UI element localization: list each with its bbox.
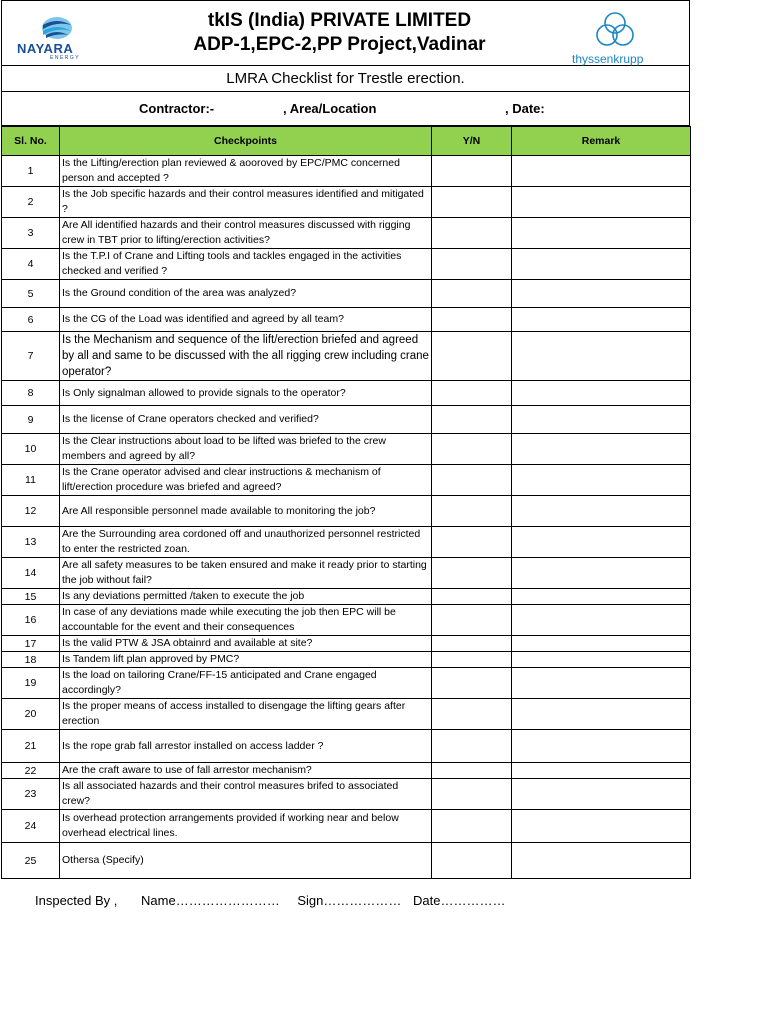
checklist-table — [1, 126, 691, 879]
yn-cell[interactable] — [432, 779, 512, 810]
remark-cell[interactable] — [512, 779, 691, 810]
yn-cell[interactable] — [432, 187, 512, 218]
row-number: 11 — [2, 465, 60, 496]
project-name: ADP-1,EPC-2,PP Project,Vadinar — [193, 34, 486, 55]
remark-cell[interactable] — [512, 465, 691, 496]
remark-cell[interactable] — [512, 589, 691, 605]
table-row — [2, 652, 691, 668]
row-number: 15 — [2, 589, 60, 605]
table-row — [2, 465, 691, 496]
remark-cell[interactable] — [512, 156, 691, 187]
checkpoint-text: Is the T.P.I of Crane and Lifting tools and tackles engaged in the activities checked and verified ? — [60, 249, 432, 280]
inspected-by-label: Inspected By , — [35, 893, 118, 908]
row-number: 22 — [2, 763, 60, 779]
table-row — [2, 558, 691, 589]
checkpoint-text: Is the CG of the Load was identified and agreed by all team? — [60, 308, 432, 332]
checkpoint-text: Is Tandem lift plan approved by PMC? — [60, 652, 432, 668]
checkpoint-text: Is the Job specific hazards and their control measures identified and mitigated ? — [60, 187, 432, 218]
column-header-yn: Y/N — [432, 127, 512, 156]
thyssenkrupp-logo-icon — [587, 11, 643, 51]
column-header-checkpoints: Checkpoints — [60, 127, 432, 156]
table-row — [2, 308, 691, 332]
remark-cell[interactable] — [512, 843, 691, 879]
row-number: 4 — [2, 249, 60, 280]
checkpoint-text: Is the valid PTW & JSA obtainrd and available at site? — [60, 636, 432, 652]
sign-field[interactable]: Sign……………… — [297, 893, 402, 908]
yn-cell[interactable] — [432, 558, 512, 589]
remark-cell[interactable] — [512, 308, 691, 332]
checkpoint-text: Is the Lifting/erection plan reviewed & aooroved by EPC/PMC concerned person and accepted ? — [60, 156, 432, 187]
yn-cell[interactable] — [432, 465, 512, 496]
nayara-logo-text: NAYARA — [17, 41, 74, 56]
checkpoint-text: Is overhead protection arrangements provided if working near and below overhead electrical lines. — [60, 810, 432, 843]
date-field[interactable]: Date…………… — [412, 893, 506, 908]
remark-cell[interactable] — [512, 249, 691, 280]
nayara-logo-subtitle: ENERGY — [50, 55, 81, 61]
remark-cell[interactable] — [512, 218, 691, 249]
row-number: 25 — [2, 843, 60, 879]
remark-cell[interactable] — [512, 280, 691, 308]
yn-cell[interactable] — [432, 527, 512, 558]
row-number: 14 — [2, 558, 60, 589]
checklist-sheet — [1, 0, 690, 879]
yn-cell[interactable] — [432, 810, 512, 843]
nayara-logo-icon — [38, 15, 76, 41]
checkpoint-text: Are All responsible personnel made available to monitoring the job? — [60, 496, 432, 527]
row-number: 2 — [2, 187, 60, 218]
remark-cell[interactable] — [512, 636, 691, 652]
remark-cell[interactable] — [512, 381, 691, 406]
row-number: 8 — [2, 381, 60, 406]
checkpoint-text: Is the Clear instructions about load to be lifted was briefed to the crew members and agreed by all? — [60, 434, 432, 465]
remark-cell[interactable] — [512, 605, 691, 636]
row-number: 17 — [2, 636, 60, 652]
thyssenkrupp-logo — [569, 1, 689, 65]
table-row — [2, 406, 691, 434]
remark-cell[interactable] — [512, 652, 691, 668]
yn-cell[interactable] — [432, 496, 512, 527]
row-number: 9 — [2, 406, 60, 434]
row-number: 20 — [2, 699, 60, 730]
yn-cell[interactable] — [432, 636, 512, 652]
row-number: 21 — [2, 730, 60, 763]
checkpoint-text: In case of any deviations made while executing the job then EPC will be accountable for the event and their consequences — [60, 605, 432, 636]
checkpoint-text: Are all safety measures to be taken ensured and make it ready prior to starting the job without fail? — [60, 558, 432, 589]
table-row — [2, 668, 691, 699]
info-row — [1, 92, 690, 126]
table-row — [2, 280, 691, 308]
column-header-remark: Remark — [512, 127, 691, 156]
checkpoint-text: Is the load on tailoring Crane/FF-15 anticipated and Crane engaged accordingly? — [60, 668, 432, 699]
checkpoint-text: Is the Ground condition of the area was analyzed? — [60, 280, 432, 308]
yn-cell[interactable] — [432, 730, 512, 763]
yn-cell[interactable] — [432, 280, 512, 308]
remark-cell[interactable] — [512, 810, 691, 843]
row-number: 19 — [2, 668, 60, 699]
area-label: , Area/Location — [283, 101, 377, 116]
yn-cell[interactable] — [432, 668, 512, 699]
yn-cell[interactable] — [432, 763, 512, 779]
checkpoint-text: Is the proper means of access installed to disengage the lifting gears after erection — [60, 699, 432, 730]
document-header — [1, 0, 690, 66]
table-row — [2, 156, 691, 187]
table-row — [2, 699, 691, 730]
yn-cell[interactable] — [432, 406, 512, 434]
checkpoint-text: Othersa (Specify) — [60, 843, 432, 879]
row-number: 7 — [2, 332, 60, 381]
name-field[interactable]: Name…………………… — [141, 893, 280, 908]
table-row — [2, 810, 691, 843]
remark-cell[interactable] — [512, 699, 691, 730]
checkpoint-text: Is the license of Crane operators checked and verified? — [60, 406, 432, 434]
row-number: 24 — [2, 810, 60, 843]
inspection-footer — [35, 893, 505, 908]
remark-cell[interactable] — [512, 187, 691, 218]
row-number: 10 — [2, 434, 60, 465]
table-row — [2, 605, 691, 636]
checkpoint-text: Is the rope grab fall arrestor installed on access ladder ? — [60, 730, 432, 763]
thyssenkrupp-logo-text: thyssenkrupp — [572, 52, 644, 66]
table-row — [2, 763, 691, 779]
yn-cell[interactable] — [432, 332, 512, 381]
row-number: 23 — [2, 779, 60, 810]
yn-cell[interactable] — [432, 652, 512, 668]
remark-cell[interactable] — [512, 558, 691, 589]
nayara-logo — [2, 1, 110, 65]
table-header-row — [2, 127, 691, 156]
table-row — [2, 187, 691, 218]
yn-cell[interactable] — [432, 381, 512, 406]
table-row — [2, 434, 691, 465]
row-number: 5 — [2, 280, 60, 308]
table-row — [2, 589, 691, 605]
yn-cell[interactable] — [432, 249, 512, 280]
remark-cell[interactable] — [512, 496, 691, 527]
row-number: 13 — [2, 527, 60, 558]
checklist-body — [2, 156, 691, 879]
yn-cell[interactable] — [432, 589, 512, 605]
company-name: tkIS (India) PRIVATE LIMITED — [207, 10, 472, 31]
checklist-title: LMRA Checklist for Trestle erection. — [1, 66, 690, 92]
remark-cell[interactable] — [512, 730, 691, 763]
checkpoint-text: Are All identified hazards and their control measures discussed with rigging crew in TBT prior to lifting/erection activities? — [60, 218, 432, 249]
yn-cell[interactable] — [432, 156, 512, 187]
table-row — [2, 843, 691, 879]
yn-cell[interactable] — [432, 218, 512, 249]
yn-cell[interactable] — [432, 434, 512, 465]
table-row — [2, 496, 691, 527]
yn-cell[interactable] — [432, 308, 512, 332]
row-number: 12 — [2, 496, 60, 527]
table-row — [2, 636, 691, 652]
remark-cell[interactable] — [512, 527, 691, 558]
remark-cell[interactable] — [512, 763, 691, 779]
date-label: , Date: — [505, 101, 545, 116]
checkpoint-text: Are the craft aware to use of fall arrestor mechanism? — [60, 763, 432, 779]
yn-cell[interactable] — [432, 843, 512, 879]
remark-cell[interactable] — [512, 406, 691, 434]
remark-cell[interactable] — [512, 332, 691, 381]
remark-cell[interactable] — [512, 434, 691, 465]
checkpoint-text: Is the Mechanism and sequence of the lift/erection briefed and agreed by all and same to be discussed with the all rigging crew including crane operator? — [60, 332, 432, 381]
checkpoint-text: Is Only signalman allowed to provide signals to the operator? — [60, 381, 432, 406]
yn-cell[interactable] — [432, 605, 512, 636]
contractor-label: Contractor:- — [139, 101, 215, 116]
table-row — [2, 779, 691, 810]
table-row — [2, 332, 691, 381]
row-number: 1 — [2, 156, 60, 187]
table-row — [2, 249, 691, 280]
checkpoint-text: Is any deviations permitted /taken to execute the job — [60, 589, 432, 605]
table-row — [2, 381, 691, 406]
row-number: 6 — [2, 308, 60, 332]
column-header-sl-no: Sl. No. — [2, 127, 60, 156]
header-titles — [110, 1, 569, 65]
row-number: 3 — [2, 218, 60, 249]
checkpoint-text: Is the Crane operator advised and clear instructions & mechanism of lift/erection procedure was briefed and agreed? — [60, 465, 432, 496]
yn-cell[interactable] — [432, 699, 512, 730]
checkpoint-text: Is all associated hazards and their control measures brifed to associated crew? — [60, 779, 432, 810]
table-row — [2, 527, 691, 558]
table-row — [2, 218, 691, 249]
row-number: 16 — [2, 605, 60, 636]
remark-cell[interactable] — [512, 668, 691, 699]
row-number: 18 — [2, 652, 60, 668]
checkpoint-text: Are the Surrounding area cordoned off and unauthorized personnel restricted to enter the restricted zoan. — [60, 527, 432, 558]
table-row — [2, 730, 691, 763]
